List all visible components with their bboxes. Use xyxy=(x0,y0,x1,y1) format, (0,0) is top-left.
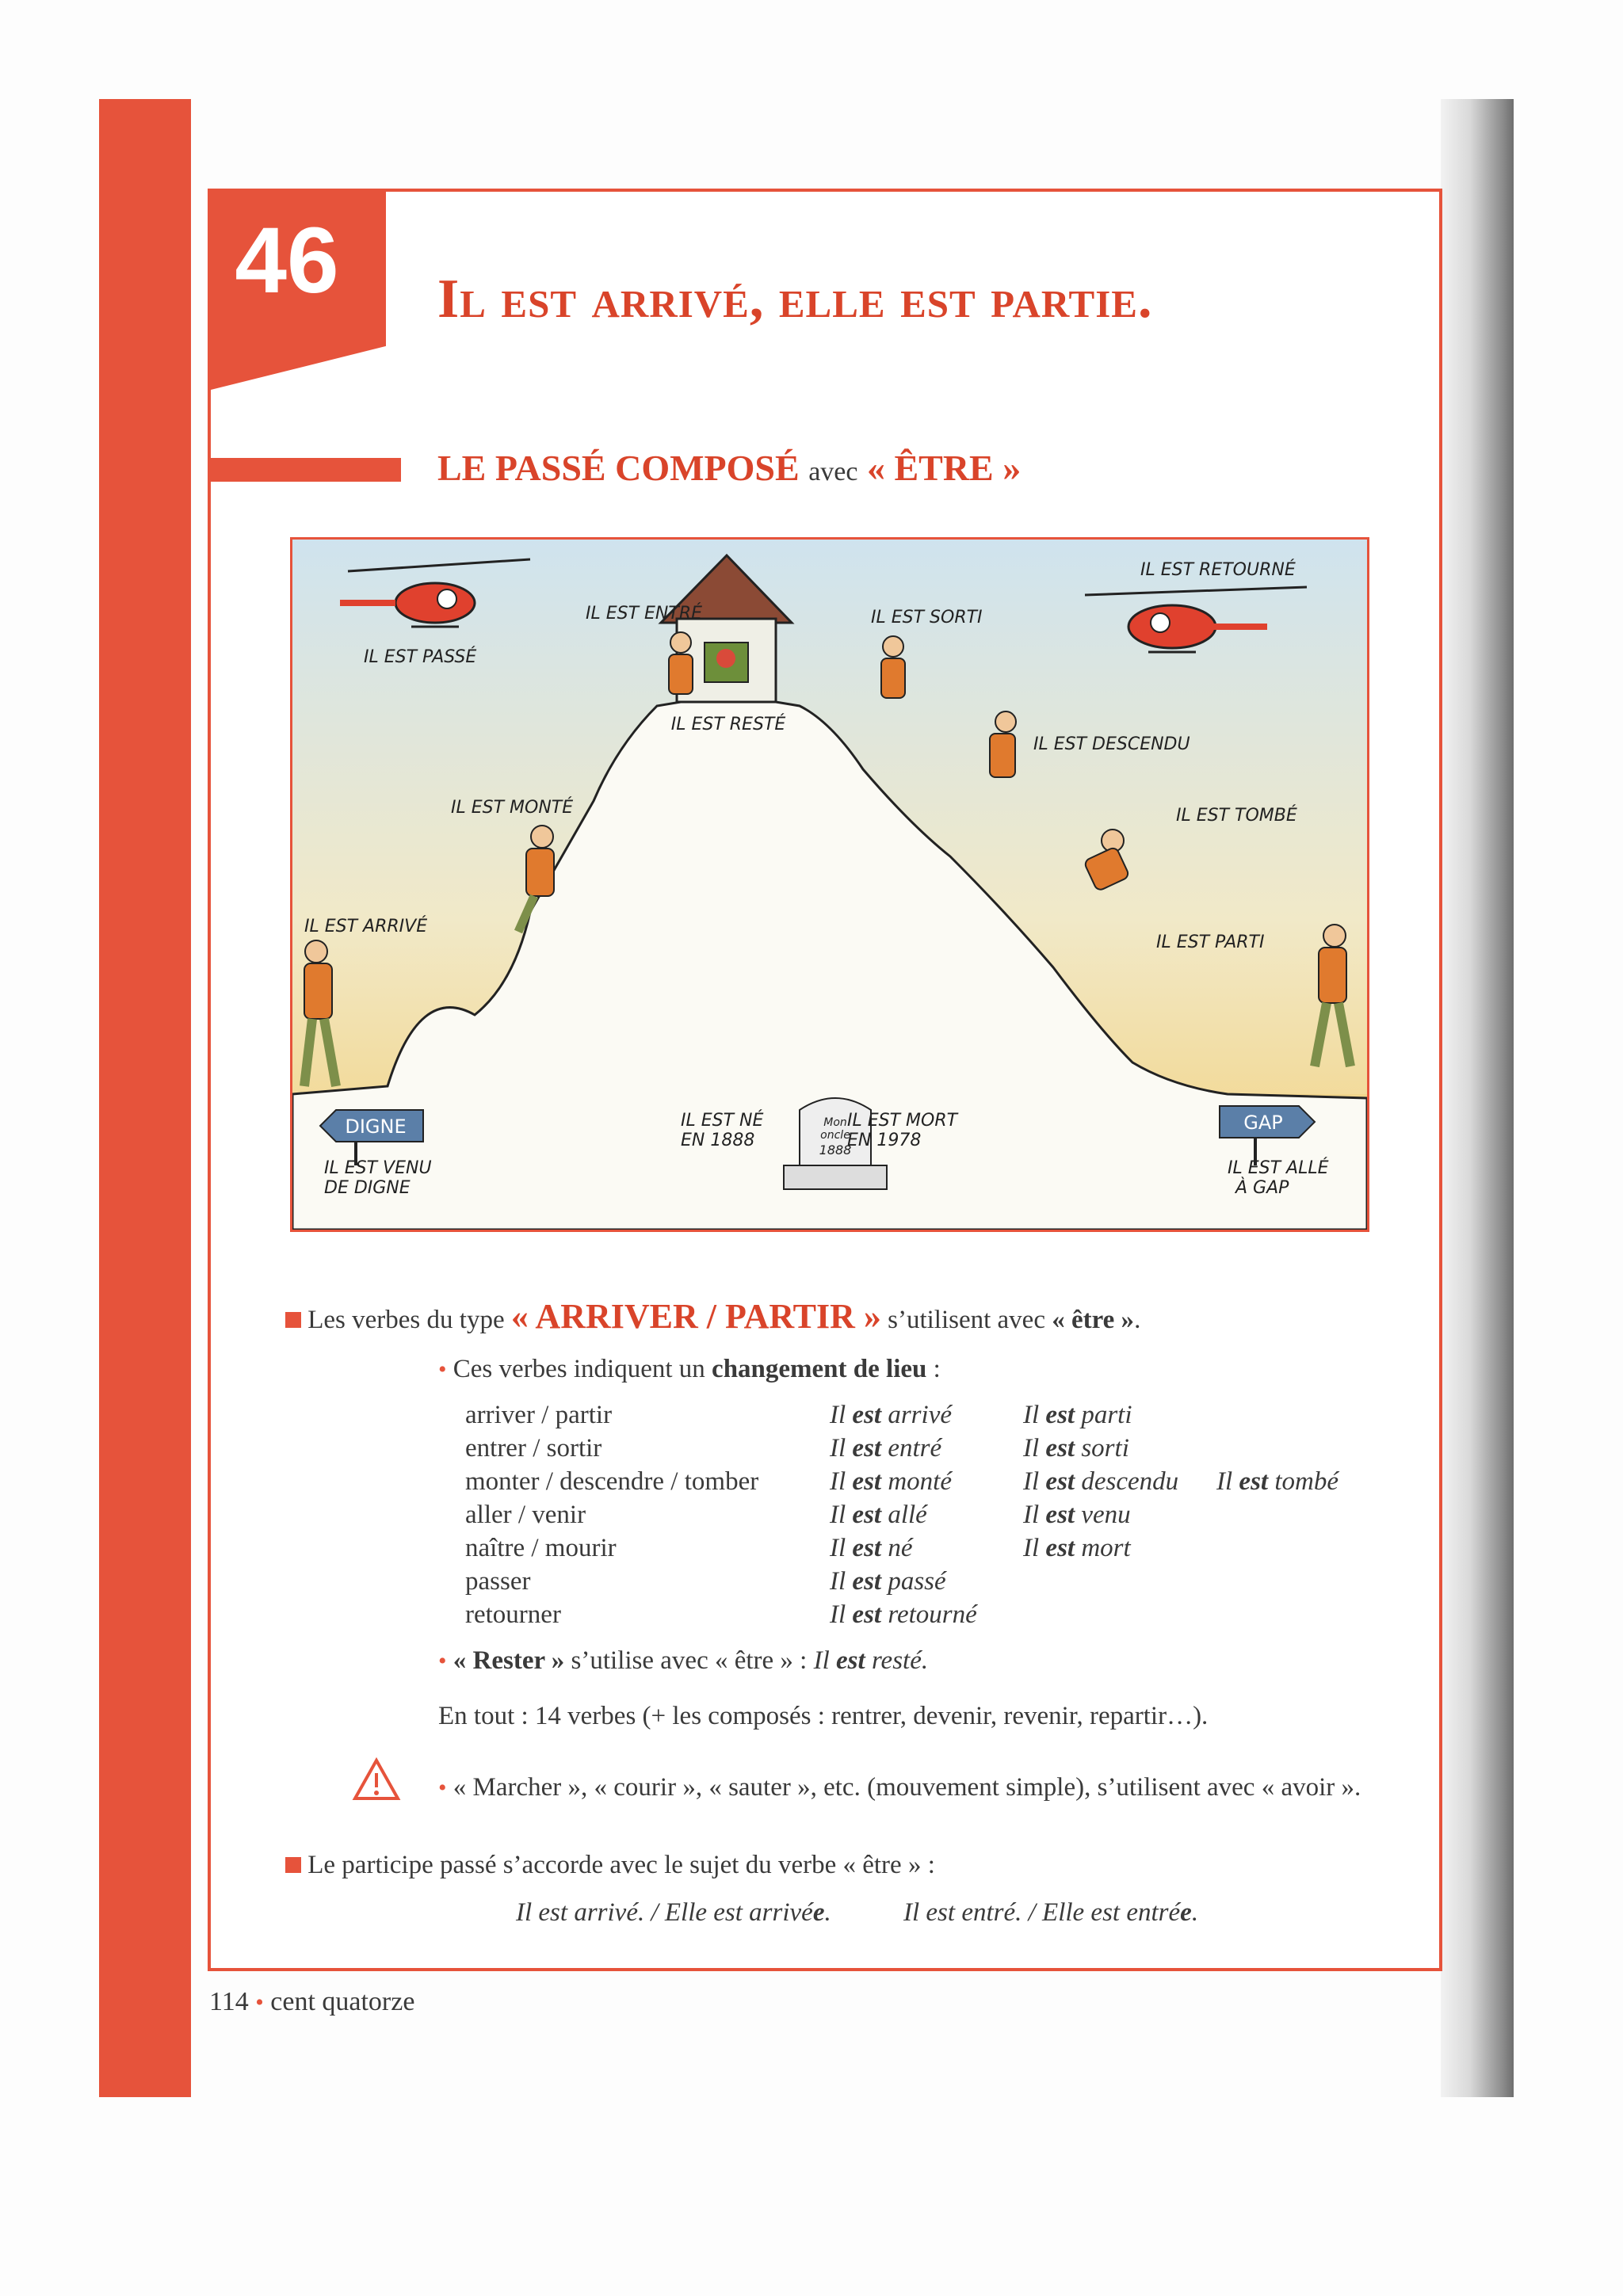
verb-row xyxy=(465,1467,1410,1501)
verb-form xyxy=(830,1534,1023,1567)
verb-infinitive: naître / mourir xyxy=(465,1534,617,1562)
bullet-1 xyxy=(438,1356,941,1383)
caption-retourne: IL EST RETOURNÉ xyxy=(1140,560,1296,580)
bullet-2-est: est xyxy=(836,1646,865,1675)
verb-form-est: est xyxy=(852,1434,882,1463)
verb-form-participle: monté xyxy=(888,1467,952,1496)
sign-digne-text: DIGNE xyxy=(345,1116,407,1138)
section-title xyxy=(437,447,1021,489)
verb-form-il: Il xyxy=(1023,1501,1040,1529)
bullet-1-text-a: Ces verbes indiquent un xyxy=(453,1355,705,1383)
bullet-2-dot: • xyxy=(438,1648,447,1674)
section-bar xyxy=(208,458,401,482)
rule-1 xyxy=(285,1299,1140,1334)
verb-form-est: est xyxy=(852,1567,882,1596)
bullet-2-il: Il xyxy=(813,1646,830,1675)
verb-form-il: Il xyxy=(1023,1534,1040,1562)
caption-venu-1: IL EST VENU xyxy=(324,1158,432,1178)
bullet-1-dot: • xyxy=(438,1356,447,1383)
verb-infinitive: monter / descendre / tomber xyxy=(465,1467,759,1496)
section-title-avec: avec xyxy=(808,457,858,486)
verb-form-est: est xyxy=(852,1534,882,1562)
verb-infinitive: aller / venir xyxy=(465,1501,586,1529)
example-1-period: . xyxy=(824,1898,831,1927)
caption-parti: IL EST PARTI xyxy=(1156,933,1265,952)
verb-form-participle: allé xyxy=(888,1501,927,1529)
tomb-text-2: oncle xyxy=(820,1129,850,1142)
rule-2-bullet xyxy=(285,1857,301,1873)
verb-infinitive: passer xyxy=(465,1567,531,1596)
rule-1-etre: « être » xyxy=(1052,1306,1135,1334)
bullet-2 xyxy=(438,1648,928,1674)
verb-form xyxy=(1216,1467,1410,1501)
verb-form-est: est xyxy=(1045,1534,1075,1562)
example-2-text: Il est entré. / Elle est entré xyxy=(903,1898,1181,1927)
section-title-main: LE PASSÉ COMPOSÉ xyxy=(437,448,800,488)
verb-form-participle: retourné xyxy=(888,1600,977,1629)
verb-form-est: est xyxy=(852,1467,882,1496)
unit-number: 46 xyxy=(235,208,339,313)
verb-form-est: est xyxy=(1239,1467,1269,1496)
verb-form-il: Il xyxy=(1023,1467,1040,1496)
verb-table xyxy=(465,1401,1410,1634)
caption-alle-2: À GAP xyxy=(1235,1178,1289,1198)
verb-form xyxy=(1023,1467,1216,1501)
total-line: En tout : 14 verbes (+ les composés : rentrer, devenir, revenir, repartir…). xyxy=(438,1702,1209,1730)
example-2-period: . xyxy=(1191,1898,1199,1927)
verb-form-il: Il xyxy=(830,1567,846,1596)
caption-venu-2: DE DIGNE xyxy=(324,1178,411,1198)
caption-ne-1: IL EST NÉ xyxy=(681,1111,764,1131)
verb-row xyxy=(465,1567,1410,1600)
verb-form-il: Il xyxy=(830,1467,846,1496)
rule-1-bullet xyxy=(285,1312,301,1328)
rule-1-text-c: s’utilisent avec xyxy=(888,1306,1045,1334)
example-1 xyxy=(516,1900,831,1926)
verb-form-il: Il xyxy=(830,1600,846,1629)
verb-form-il: Il xyxy=(1023,1434,1040,1463)
caption-descendu: IL EST DESCENDU xyxy=(1033,734,1190,754)
sign-gap-text: GAP xyxy=(1243,1112,1283,1134)
warning-icon xyxy=(352,1757,401,1806)
left-margin-bar xyxy=(99,99,191,2097)
page-fold-shadow xyxy=(1441,99,1514,2097)
example-1-ending: e xyxy=(812,1898,825,1927)
verb-infinitive: entrer / sortir xyxy=(465,1434,602,1463)
verb-form-participle: né xyxy=(888,1534,913,1562)
verb-form-est: est xyxy=(1045,1401,1075,1429)
page-footer xyxy=(209,1987,414,2017)
verb-form xyxy=(1023,1501,1216,1534)
tomb-text-1: Mon xyxy=(823,1116,847,1129)
rule-2 xyxy=(285,1852,935,1878)
caption-mort-2: EN 1978 xyxy=(847,1131,922,1150)
rule-1-period: . xyxy=(1134,1306,1141,1334)
caption-ne-2: EN 1888 xyxy=(681,1131,755,1150)
verb-infinitive: arriver / partir xyxy=(465,1401,613,1429)
verb-form xyxy=(830,1401,1023,1434)
caption-tombe: IL EST TOMBÉ xyxy=(1176,806,1297,826)
page-title: Il est arrivé, elle est partie. xyxy=(437,269,1153,330)
verb-form-est: est xyxy=(852,1501,882,1529)
verb-form-participle: sorti xyxy=(1081,1434,1129,1463)
warning-line xyxy=(438,1775,1361,1801)
footer-dot: • xyxy=(255,1989,264,2016)
hiker-leaving xyxy=(881,636,905,698)
verb-form xyxy=(830,1467,1023,1501)
verb-form-participle: venu xyxy=(1081,1501,1131,1529)
verb-form-participle: entré xyxy=(888,1434,942,1463)
example-2 xyxy=(903,1900,1198,1926)
caption-monte: IL EST MONTÉ xyxy=(451,798,574,818)
caption-reste: IL EST RESTÉ xyxy=(670,715,786,734)
hiker-entering xyxy=(669,632,693,694)
verb-form-participle: passé xyxy=(888,1567,946,1596)
verb-form-il: Il xyxy=(1216,1467,1233,1496)
verb-row xyxy=(465,1501,1410,1534)
caption-sorti: IL EST SORTI xyxy=(871,608,983,627)
warning-dot: • xyxy=(438,1775,447,1801)
warning-text: « Marcher », « courir », « sauter », etc. (mouvement simple), s’utilisent avec « avoir ». xyxy=(453,1773,1361,1802)
verb-row xyxy=(465,1401,1410,1434)
verb-form-participle: parti xyxy=(1081,1401,1132,1429)
bullet-2-rester: « Rester » xyxy=(453,1646,565,1675)
verb-form-il: Il xyxy=(830,1434,846,1463)
rule-1-arriver-partir: « ARRIVER / PARTIR » xyxy=(510,1297,881,1336)
caption-mort-1: IL EST MORT xyxy=(847,1111,958,1131)
verb-form xyxy=(830,1501,1023,1534)
verb-infinitive: retourner xyxy=(465,1600,561,1629)
verb-form xyxy=(1023,1534,1216,1567)
verb-form-il: Il xyxy=(830,1534,846,1562)
verb-form-est: est xyxy=(852,1401,882,1429)
verb-row xyxy=(465,1600,1410,1634)
example-1-text: Il est arrivé. / Elle est arrivé xyxy=(516,1898,813,1927)
page-number: 114 xyxy=(209,1987,249,2016)
rule-2-text: Le participe passé s’accorde avec le sujet du verbe « être » : xyxy=(307,1851,935,1879)
verb-form-est: est xyxy=(1045,1434,1075,1463)
bullet-2-text: s’utilise avec « être » : xyxy=(571,1646,808,1675)
bullet-1-changement: changement de lieu xyxy=(712,1355,927,1383)
caption-entre: IL EST ENTRÉ xyxy=(586,604,703,624)
verb-form-est: est xyxy=(1045,1501,1075,1529)
section-title-etre: « ÊTRE » xyxy=(866,448,1022,488)
verb-form-il: Il xyxy=(830,1501,846,1529)
verb-row xyxy=(465,1534,1410,1567)
verb-row xyxy=(465,1434,1410,1467)
mountain-scene xyxy=(292,540,1367,1230)
verb-form-participle: mort xyxy=(1081,1534,1131,1562)
rule-1-text-a: Les verbes du type xyxy=(307,1306,505,1334)
verb-form xyxy=(830,1434,1023,1467)
verb-form-participle: descendu xyxy=(1081,1467,1179,1496)
verb-form xyxy=(1023,1401,1216,1434)
bullet-2-reste: resté. xyxy=(871,1646,929,1675)
bullet-1-colon: : xyxy=(933,1355,941,1383)
caption-arrive: IL EST ARRIVÉ xyxy=(304,917,428,936)
page-number-words: cent quatorze xyxy=(270,1987,415,2016)
verb-form xyxy=(830,1567,1023,1600)
caption-passe: IL EST PASSÉ xyxy=(364,647,477,667)
verb-form-participle: tombé xyxy=(1274,1467,1338,1496)
verb-form xyxy=(830,1600,1023,1634)
verb-form-il: Il xyxy=(1023,1401,1040,1429)
verb-form-est: est xyxy=(1045,1467,1075,1496)
example-2-ending: e xyxy=(1180,1898,1192,1927)
verb-form-participle: arrivé xyxy=(888,1401,952,1429)
tomb-date-1: 1888 xyxy=(819,1142,852,1158)
verb-form-il: Il xyxy=(830,1401,846,1429)
verb-form xyxy=(1023,1434,1216,1467)
caption-alle-1: IL EST ALLÉ xyxy=(1228,1158,1329,1178)
verb-form-est: est xyxy=(852,1600,882,1629)
mountain-illustration xyxy=(290,537,1369,1232)
